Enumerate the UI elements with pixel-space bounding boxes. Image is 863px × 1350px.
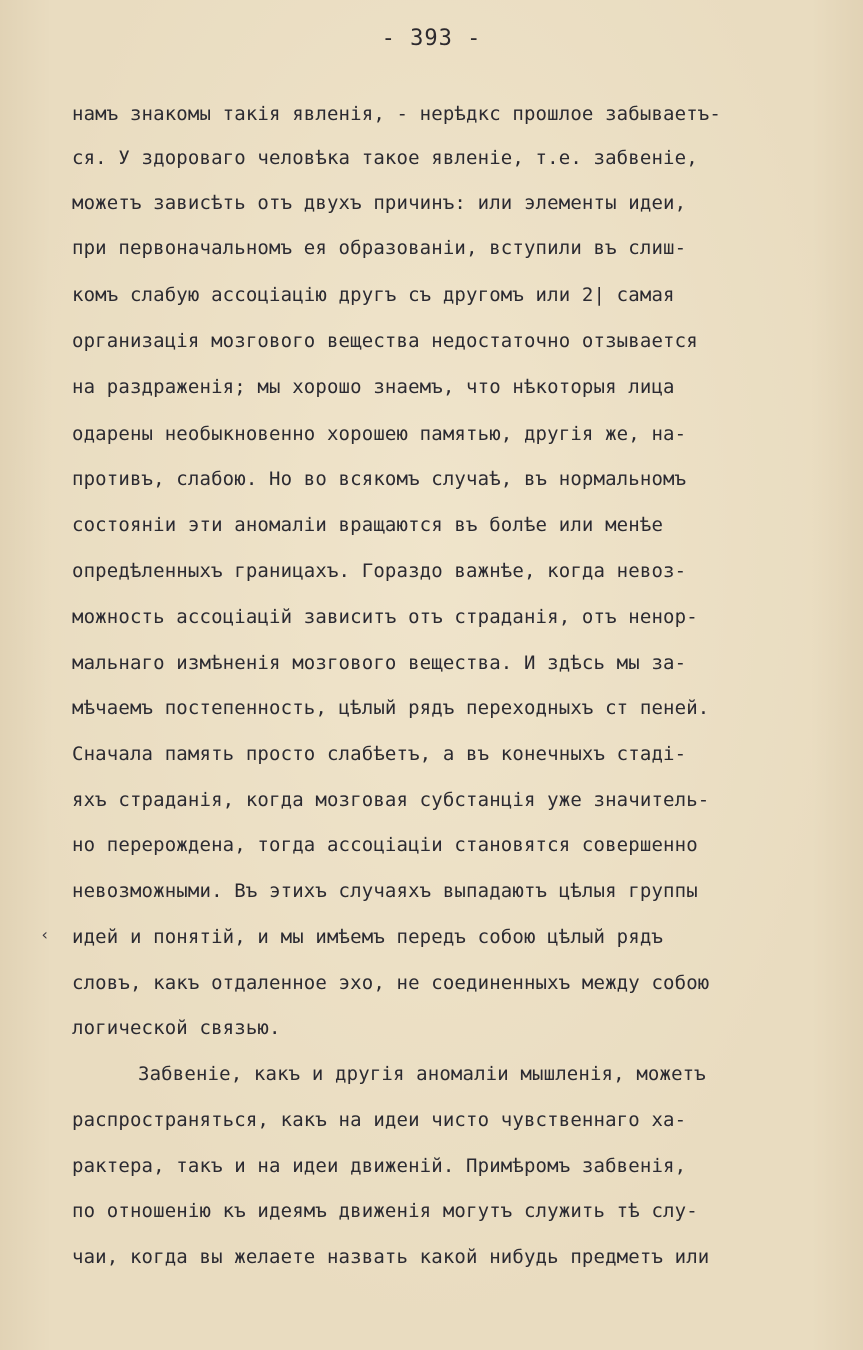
text-line: при первоначальномъ ея образованіи, вступили въ слиш- [72, 237, 687, 259]
text-line: намъ знакомы такія явленія, - нерѣдкс прошлое забываетъ- [72, 103, 721, 125]
text-line: логической связью. [72, 1017, 281, 1039]
text-line: словъ, какъ отдаленное эхо, не соединенныхъ между собою [72, 972, 710, 994]
text-line: но перерождена, тогда ассоціаціи становятся совершенно [72, 834, 698, 856]
text-line: ся. У здороваго человѣка такое явленіе, т.е. забвеніе, [72, 147, 698, 169]
text-line: можетъ зависѣть отъ двухъ причинъ: или элементы идеи, [72, 192, 687, 214]
text-line: комъ слабую ассоціацію другъ съ другомъ или 2| самая [72, 284, 675, 306]
page-number: - 393 - [381, 26, 482, 51]
text-line-paragraph-start: Забвеніе, какъ и другія аномаліи мышленія, можетъ [138, 1063, 706, 1085]
text-line: опредѣленныхъ границахъ. Гораздо важнѣе, когда невоз- [72, 560, 687, 582]
text-line: мѣчаемъ постепенность, цѣлый рядъ переходныхъ ст пеней. [72, 697, 710, 719]
text-line: идей и понятій, и мы имѣемъ передъ собою цѣлый рядъ [72, 926, 664, 948]
text-line: организація мозгового вещества недостаточно отзывается [72, 330, 698, 352]
text-line: состояніи эти аномаліи вращаются въ болѣе или менѣе [72, 514, 664, 536]
margin-mark: ‹ [40, 925, 50, 944]
text-line: на раздраженія; мы хорошо знаемъ, что нѣкоторыя лица [72, 376, 675, 398]
text-line: распространяться, какъ на идеи чисто чувственнаго ха- [72, 1109, 687, 1131]
text-line: по отношенію къ идеямъ движенія могутъ служить тѣ слу- [72, 1200, 698, 1222]
text-line: Сначала память просто слабѣетъ, а въ конечныхъ стаді- [72, 743, 687, 765]
text-line: противъ, слабою. Но во всякомъ случаѣ, въ нормальномъ [72, 468, 687, 490]
text-line: яхъ страданія, когда мозговая субстанція уже значитель- [72, 789, 710, 811]
text-line: чаи, когда вы желаете назвать какой нибудь предметъ или [72, 1246, 710, 1268]
text-line: мальнаго измѣненія мозгового вещества. И здѣсь мы за- [72, 652, 687, 674]
text-line: одарены необыкновенно хорошею памятью, другія же, на- [72, 423, 687, 445]
text-line: можность ассоціацій зависитъ отъ страданія, отъ ненор- [72, 606, 698, 628]
text-line: рактера, такъ и на идеи движеній. Примѣромъ забвенія, [72, 1155, 687, 1177]
text-line: невозможными. Въ этихъ случаяхъ выпадаютъ цѣлыя группы [72, 880, 698, 902]
